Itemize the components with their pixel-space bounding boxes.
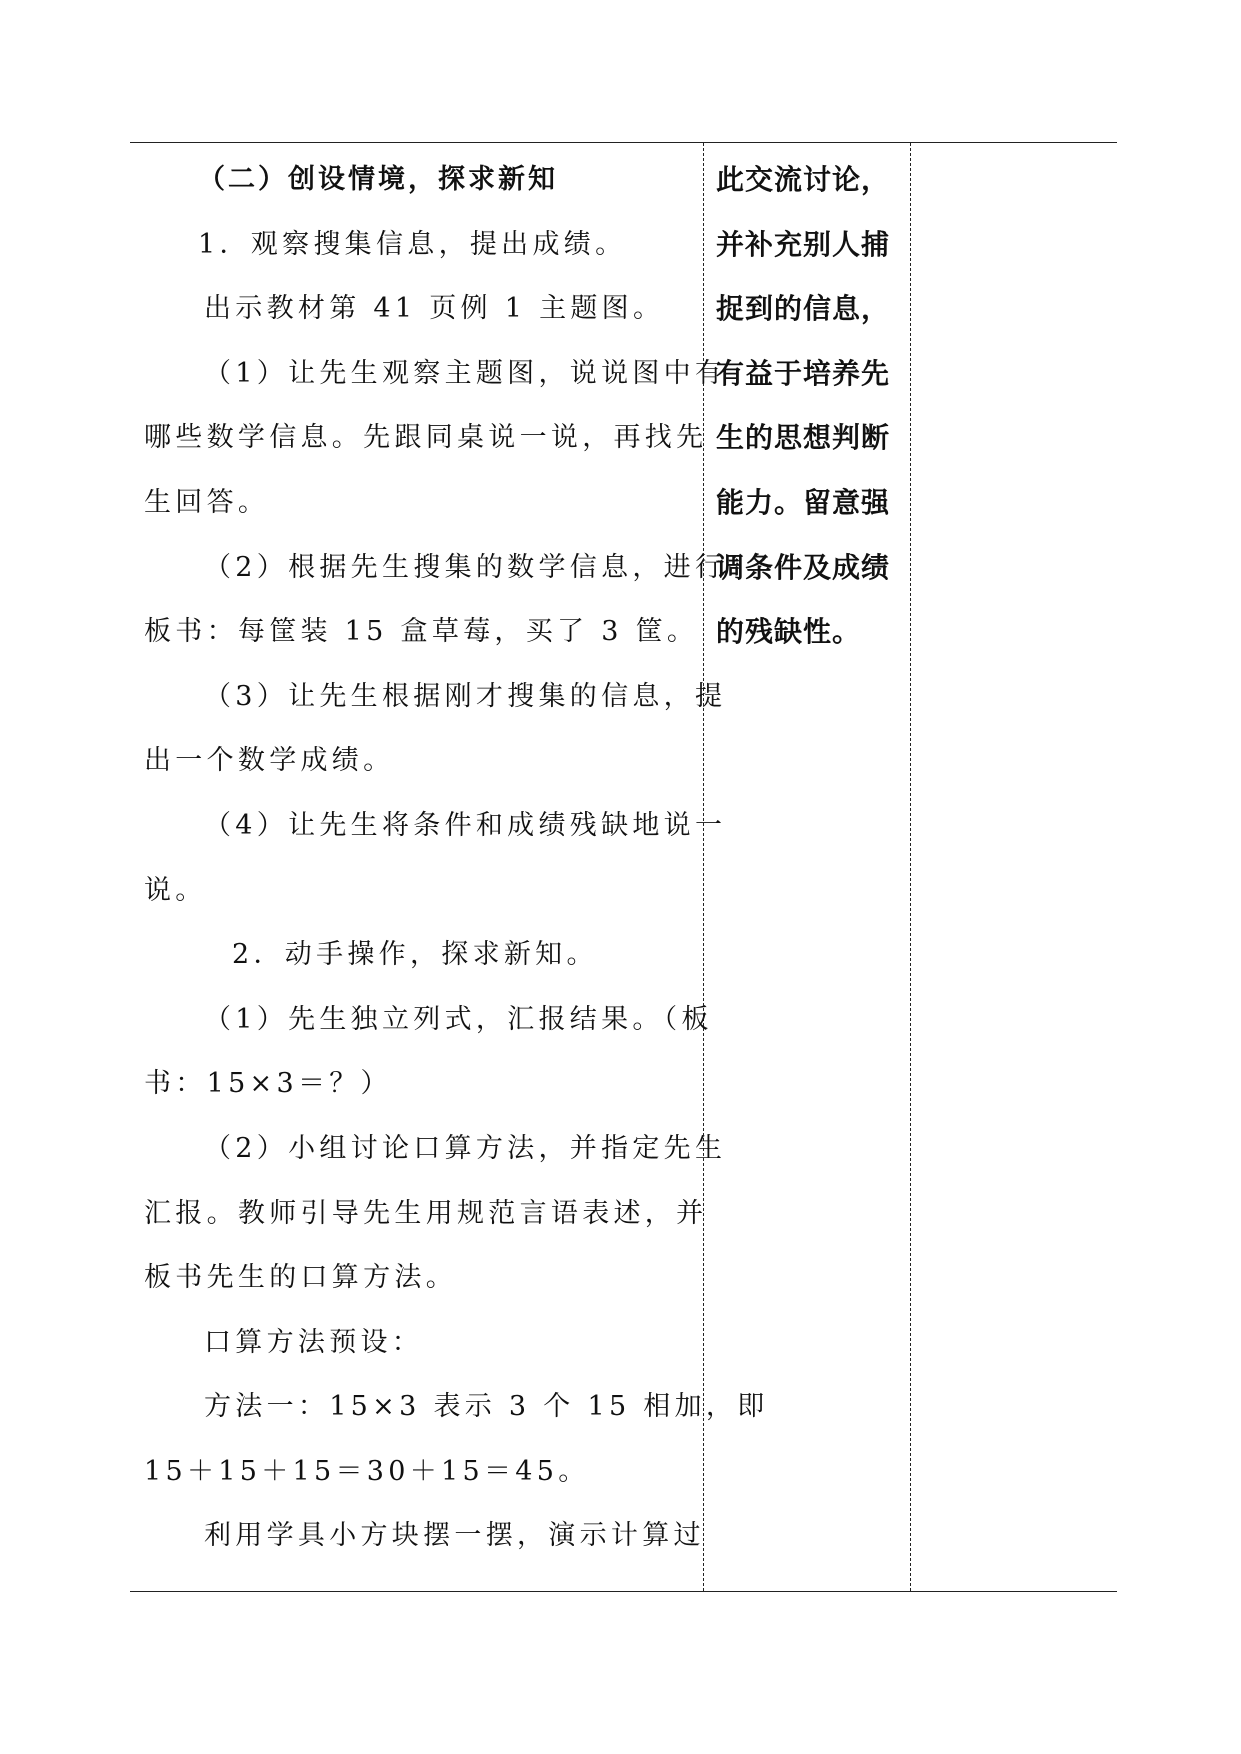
section-heading: （二）创设情境，探求新知: [198, 164, 558, 195]
note-line: 有益于培养先: [716, 356, 891, 390]
text-line: 1．观察搜集信息，提出成绩。: [198, 228, 627, 260]
text-line: 汇报。教师引导先生用规范言语表述，并: [144, 1197, 708, 1229]
text-line: 板书先生的口算方法。: [144, 1262, 457, 1294]
note-line: 生的思想判断: [716, 421, 891, 455]
text-line: （3）让先生根据刚才搜集的信息，提: [204, 680, 727, 712]
note-line: 调条件及成绩: [716, 550, 891, 584]
note-line: 此交流讨论，: [716, 163, 891, 196]
text-line: 生回答。: [144, 486, 270, 518]
text-line: （1）让先生观察主题图，说说图中有: [204, 357, 727, 389]
text-line: （2）根据先生搜集的数学信息，进行: [204, 551, 727, 583]
text-line: 2．动手操作，探求新知。: [232, 939, 598, 971]
note-line: 的残缺性。: [716, 615, 862, 649]
text-line: 出一个数学成绩。: [144, 745, 395, 777]
text-line: 板书：每筐装 15 盒草莓，买了 3 筐。: [144, 616, 699, 648]
text-line: （4）让先生将条件和成绩残缺地说一: [204, 809, 727, 841]
text-line: 说。: [144, 874, 207, 906]
design-intent-column: [716, 148, 906, 665]
text-line: 书：15×3＝？）: [144, 1068, 392, 1100]
remarks-column: [913, 143, 1116, 1591]
column-divider-2: [910, 143, 911, 1591]
note-line: 并补充别人捕: [716, 227, 891, 261]
lesson-process-column: [140, 148, 769, 1569]
note-line: 能力。留意强: [716, 485, 891, 519]
text-line: 哪些数学信息。先跟同桌说一说，再找先: [144, 422, 708, 454]
text-line: 方法一：15×3 表示 3 个 15 相加，即: [204, 1391, 769, 1423]
note-line: 捉到的信息，: [716, 292, 891, 326]
text-line: （1）先生独立列式，汇报结果。（板: [204, 1003, 713, 1035]
text-line: 口算方法预设：: [204, 1326, 424, 1358]
text-line: 15＋15＋15＝30＋15＝45。: [144, 1455, 590, 1487]
text-line: 利用学具小方块摆一摆，演示计算过: [204, 1520, 705, 1552]
text-line: 出示教材第 41 页例 1 主题图。: [204, 293, 665, 325]
text-line: （2）小组讨论口算方法，并指定先生: [204, 1132, 727, 1164]
table-bottom-rule: [130, 1591, 1117, 1592]
